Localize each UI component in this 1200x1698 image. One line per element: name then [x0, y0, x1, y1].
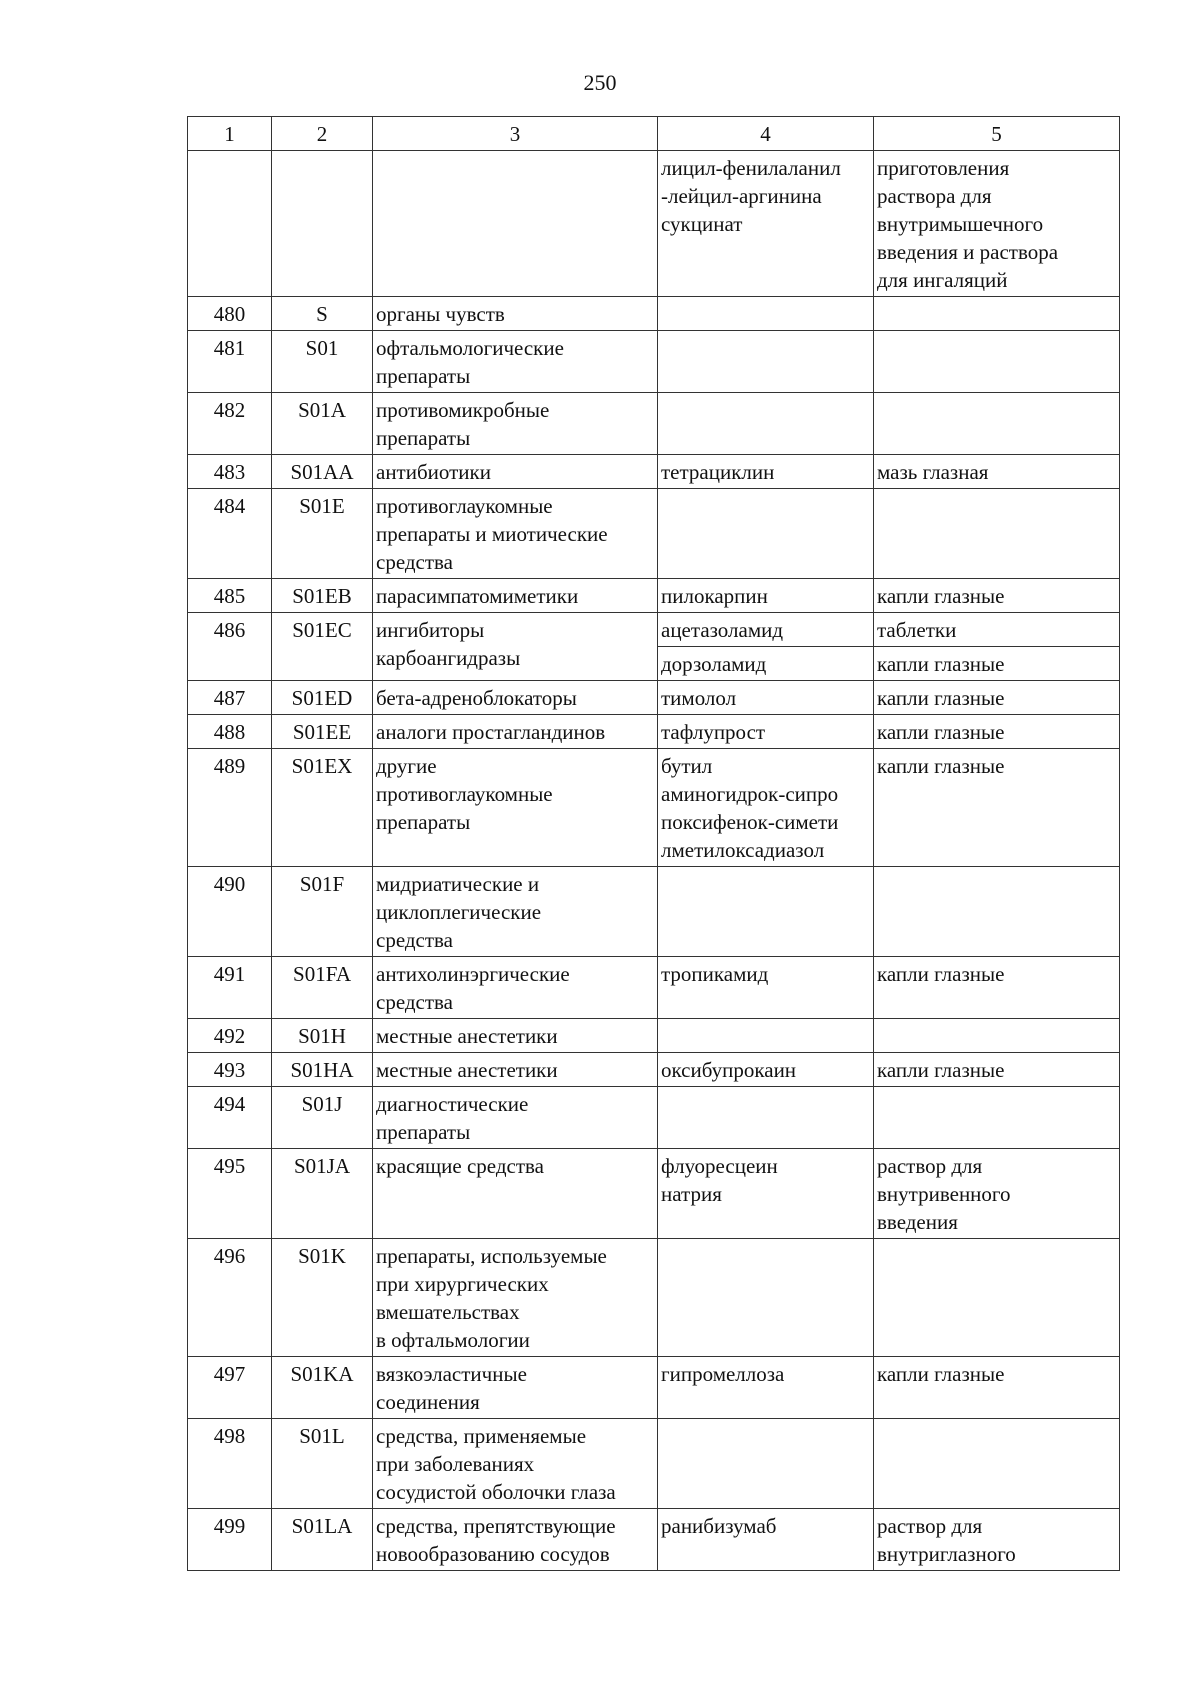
cell-c3: антихолинэргические средства [373, 957, 658, 1019]
cell-c5 [874, 1419, 1120, 1509]
cell-c2: S01A [272, 393, 373, 455]
cell-c3: противоглаукомные препараты и миотические средства [373, 489, 658, 579]
cell-c2: S01 [272, 331, 373, 393]
cell-c5b: капли глазные [874, 647, 1120, 681]
cell-c5: приготовления раствора для внутримышечного введения и раствора для ингаляций [874, 151, 1120, 297]
cell-c2: S [272, 297, 373, 331]
drug-classification-table [187, 116, 1120, 1571]
cell-c5: капли глазные [874, 579, 1120, 613]
table-row [188, 579, 1120, 613]
cell-c1: 488 [188, 715, 272, 749]
cell-c2: S01ED [272, 681, 373, 715]
cell-c5 [874, 1019, 1120, 1053]
cell-c2: S01K [272, 1239, 373, 1357]
cell-c4 [658, 1419, 874, 1509]
cell-c5 [874, 1239, 1120, 1357]
cell-c2: S01JA [272, 1149, 373, 1239]
cell-c4: гипромеллоза [658, 1357, 874, 1419]
table-row [188, 455, 1120, 489]
cell-c1: 481 [188, 331, 272, 393]
cell-c1: 498 [188, 1419, 272, 1509]
cell-c4 [658, 1019, 874, 1053]
cell-c2: S01EX [272, 749, 373, 867]
cell-c3: ингибиторы карбоангидразы [373, 613, 658, 681]
cell-c2: S01E [272, 489, 373, 579]
cell-c3: антибиотики [373, 455, 658, 489]
cell-c2: S01KA [272, 1357, 373, 1419]
cell-c2: S01F [272, 867, 373, 957]
cell-c4: ранибизумаб [658, 1509, 874, 1571]
cell-c4b: дорзоламид [658, 647, 874, 681]
table-row [188, 1509, 1120, 1571]
cell-c5 [874, 297, 1120, 331]
cell-c3: противомикробные препараты [373, 393, 658, 455]
cell-c1: 497 [188, 1357, 272, 1419]
cell-c5: мазь глазная [874, 455, 1120, 489]
cell-c4 [658, 1239, 874, 1357]
cell-c3: препараты, используемые при хирургических вмешательствах в офтальмологии [373, 1239, 658, 1357]
cell-c3: местные анестетики [373, 1019, 658, 1053]
cell-c2: S01EC [272, 613, 373, 681]
cell-c3: диагностические препараты [373, 1087, 658, 1149]
cell-c4 [658, 867, 874, 957]
table-body [188, 151, 1120, 1571]
table-row [188, 1149, 1120, 1239]
cell-c1: 499 [188, 1509, 272, 1571]
table-row [188, 331, 1120, 393]
cell-c5: капли глазные [874, 749, 1120, 867]
header-row [188, 117, 1120, 151]
cell-c4: оксибупрокаин [658, 1053, 874, 1087]
cell-c3: органы чувств [373, 297, 658, 331]
cell-c2 [272, 151, 373, 297]
cell-c4: тетрациклин [658, 455, 874, 489]
cell-c4: лицил-фенилаланил -лейцил-аргинина сукцинат [658, 151, 874, 297]
cell-c4: флуоресцеин натрия [658, 1149, 874, 1239]
cell-c5 [874, 331, 1120, 393]
cell-c5 [874, 1087, 1120, 1149]
cell-c1: 484 [188, 489, 272, 579]
header-col-1: 1 [188, 117, 272, 151]
table-row [188, 1239, 1120, 1357]
table-row [188, 1087, 1120, 1149]
cell-c3: другие противоглаукомные препараты [373, 749, 658, 867]
cell-c5 [874, 867, 1120, 957]
cell-c1 [188, 151, 272, 297]
cell-c3 [373, 151, 658, 297]
cell-c1: 490 [188, 867, 272, 957]
cell-c3: красящие средства [373, 1149, 658, 1239]
cell-c5 [874, 393, 1120, 455]
cell-c4 [658, 331, 874, 393]
cell-c2: S01L [272, 1419, 373, 1509]
cell-c3: местные анестетики [373, 1053, 658, 1087]
cell-c5: раствор для внутриглазного [874, 1509, 1120, 1571]
header-col-5: 5 [874, 117, 1120, 151]
cell-c4 [658, 393, 874, 455]
cell-c1: 487 [188, 681, 272, 715]
cell-c4 [658, 489, 874, 579]
cell-c1: 492 [188, 1019, 272, 1053]
cell-c3: мидриатические и циклоплегические средства [373, 867, 658, 957]
cell-c5: таблетки [874, 613, 1120, 647]
header-col-4: 4 [658, 117, 874, 151]
cell-c1: 480 [188, 297, 272, 331]
cell-c3: вязкоэластичные соединения [373, 1357, 658, 1419]
cell-c4: тафлупрост [658, 715, 874, 749]
cell-c4: ацетазоламид [658, 613, 874, 647]
header-col-3: 3 [373, 117, 658, 151]
table-row [188, 1419, 1120, 1509]
cell-c4: тимолол [658, 681, 874, 715]
cell-c1: 494 [188, 1087, 272, 1149]
cell-c2: S01J [272, 1087, 373, 1149]
header-col-2: 2 [272, 117, 373, 151]
cell-c1: 482 [188, 393, 272, 455]
cell-c2: S01AA [272, 455, 373, 489]
table-row [188, 1019, 1120, 1053]
table-row [188, 1053, 1120, 1087]
cell-c5 [874, 489, 1120, 579]
table-row [188, 1357, 1120, 1419]
table-row [188, 749, 1120, 867]
cell-c1: 485 [188, 579, 272, 613]
cell-c5: капли глазные [874, 1053, 1120, 1087]
cell-c3: бета-адреноблокаторы [373, 681, 658, 715]
table-row [188, 715, 1120, 749]
cell-c5: раствор для внутривенного введения [874, 1149, 1120, 1239]
table-row [188, 297, 1120, 331]
cell-c3: офтальмологические препараты [373, 331, 658, 393]
table-row [188, 151, 1120, 297]
cell-c3: средства, препятствующие новообразованию сосудов [373, 1509, 658, 1571]
table-row [188, 681, 1120, 715]
cell-c1: 496 [188, 1239, 272, 1357]
table-row [188, 613, 1120, 647]
cell-c1: 489 [188, 749, 272, 867]
cell-c3: аналоги простагландинов [373, 715, 658, 749]
page-number: 250 [583, 70, 617, 95]
cell-c3: средства, применяемые при заболеваниях сосудистой оболочки глаза [373, 1419, 658, 1509]
cell-c1: 491 [188, 957, 272, 1019]
cell-c1: 483 [188, 455, 272, 489]
cell-c2: S01LA [272, 1509, 373, 1571]
table-row [188, 957, 1120, 1019]
cell-c2: S01H [272, 1019, 373, 1053]
cell-c4: тропикамид [658, 957, 874, 1019]
table-row [188, 867, 1120, 957]
cell-c5: капли глазные [874, 957, 1120, 1019]
cell-c1: 493 [188, 1053, 272, 1087]
cell-c4: пилокарпин [658, 579, 874, 613]
cell-c1: 486 [188, 613, 272, 681]
cell-c4: бутил аминогидрок-сипро поксифенок-симети лметилоксадиазол [658, 749, 874, 867]
cell-c2: S01EB [272, 579, 373, 613]
table-row [188, 489, 1120, 579]
cell-c3: парасимпатомиметики [373, 579, 658, 613]
table-row [188, 393, 1120, 455]
cell-c4 [658, 297, 874, 331]
cell-c2: S01HA [272, 1053, 373, 1087]
cell-c4 [658, 1087, 874, 1149]
cell-c5: капли глазные [874, 1357, 1120, 1419]
cell-c1: 495 [188, 1149, 272, 1239]
cell-c2: S01FA [272, 957, 373, 1019]
cell-c5: капли глазные [874, 715, 1120, 749]
cell-c5: капли глазные [874, 681, 1120, 715]
cell-c2: S01EE [272, 715, 373, 749]
